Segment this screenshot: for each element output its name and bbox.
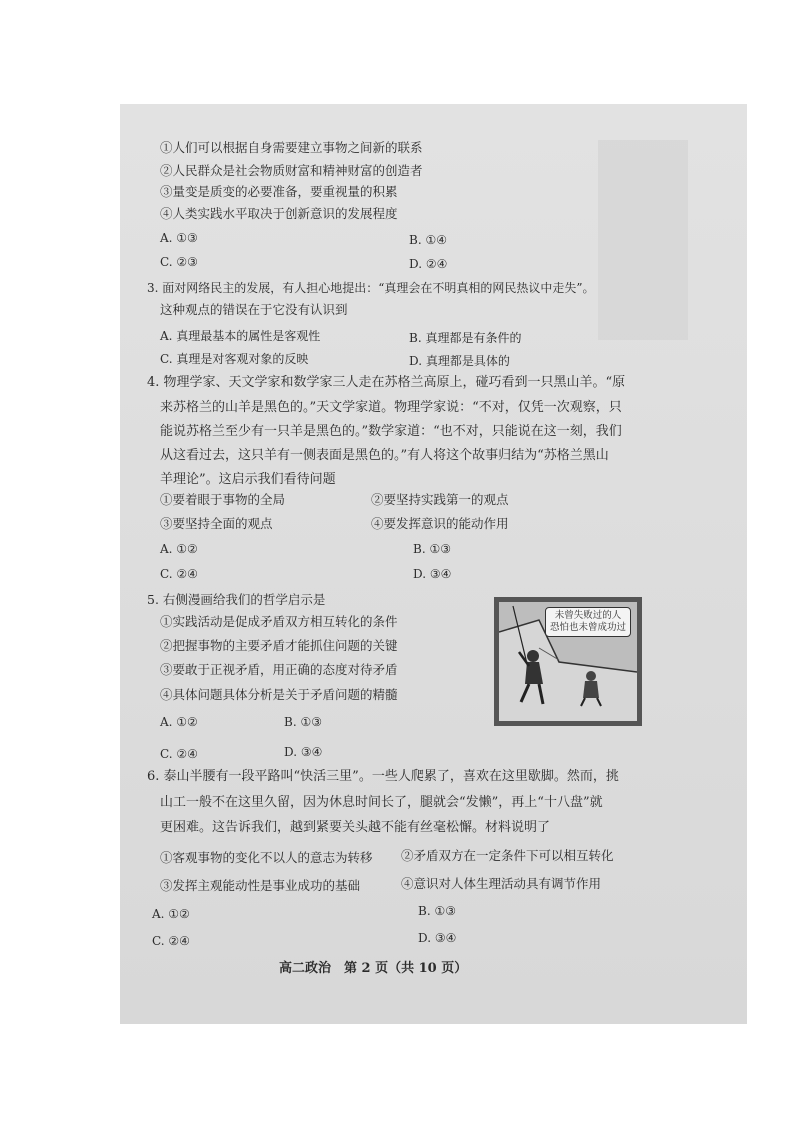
q2-statement-4: ④人类实践水平取决于创新意识的发展程度 bbox=[160, 206, 398, 221]
q5-statement-4: ④具体问题具体分析是关于矛盾问题的精髓 bbox=[160, 687, 398, 702]
q5-statement-3: ③要敢于正视矛盾，用正确的态度对待矛盾 bbox=[160, 662, 398, 677]
q5-statement-1: ①实践活动是促成矛盾双方相互转化的条件 bbox=[160, 614, 398, 629]
q6-stem-line-3: 更困难。这告诉我们，越到紧要关头越不能有丝毫松懈。材料说明了 bbox=[160, 820, 551, 835]
page-footer: 高二政治 第 2 页（共 10 页） bbox=[279, 961, 468, 976]
q5-option-d: D. ③④ bbox=[284, 745, 323, 759]
q6-stem-line-2: 山工一般不在这里久留，因为休息时间长了，腿就会“发懒”，再上“十八盘”就 bbox=[160, 795, 603, 810]
q4-option-d: D. ③④ bbox=[413, 567, 452, 581]
q4-option-c: C. ②④ bbox=[160, 567, 198, 581]
q4-statement-4: ④要发挥意识的能动作用 bbox=[371, 516, 509, 531]
q4-stem-line-4: 从这看过去，这只羊有一侧表面是黑色的。”有人将这个故事归结为“苏格兰黑山 bbox=[160, 448, 609, 463]
q6-stem-line-1: 6. 泰山半腰有一段平路叫“快活三里”。一些人爬累了，喜欢在这里歇脚。然而，挑 bbox=[147, 769, 619, 784]
q2-option-b: B. ①④ bbox=[409, 233, 447, 247]
q3-stem-line-2: 这种观点的错误在于它没有认识到 bbox=[160, 302, 348, 317]
q6-statement-4: ④意识对人体生理活动具有调节作用 bbox=[401, 876, 602, 891]
cartoon-speech-bubble bbox=[545, 607, 631, 637]
q4-stem-line-2: 来苏格兰的山羊是黑色的。”天文学家道。物理学家说：“不对，仅凭一次观察，只 bbox=[160, 400, 622, 415]
q5-option-b: B. ①③ bbox=[284, 715, 322, 729]
q6-statement-3: ③发挥主观能动性是事业成功的基础 bbox=[160, 878, 361, 893]
q3-option-b: B. 真理都是有条件的 bbox=[409, 331, 522, 345]
cartoon-caption-line-1: 未曾失败过的人 bbox=[554, 610, 622, 621]
q4-stem-line-1: 4. 物理学家、天文学家和数学家三人走在苏格兰高原上，碰巧看到一只黑山羊。“原 bbox=[147, 375, 626, 390]
q4-option-b: B. ①③ bbox=[413, 542, 451, 556]
q2-statement-1: ①人们可以根据自身需要建立事物之间新的联系 bbox=[160, 140, 423, 155]
q4-stem-line-3: 能说苏格兰至少有一只羊是黑色的。”数学家道：“也不对，只能说在这一刻，我们 bbox=[160, 424, 622, 439]
climbing-cartoon bbox=[494, 597, 642, 726]
q6-option-c: C. ②④ bbox=[152, 934, 190, 948]
q3-stem-line-1: 3. 面对网络民主的发展，有人担心地提出：“真理会在不明真相的网民热议中走失”。 bbox=[147, 281, 595, 295]
q6-option-d: D. ③④ bbox=[418, 931, 457, 945]
q5-option-a: A. ①② bbox=[160, 715, 198, 729]
q2-statement-2: ②人民群众是社会物质财富和精神财富的创造者 bbox=[160, 163, 423, 178]
q2-option-a: A. ①③ bbox=[160, 231, 198, 245]
q5-stem: 5. 右侧漫画给我们的哲学启示是 bbox=[147, 592, 326, 607]
q5-option-c: C. ②④ bbox=[160, 747, 198, 761]
q4-statement-2: ②要坚持实践第一的观点 bbox=[371, 492, 509, 507]
cartoon-caption-line-2: 恐怕也未曾成功过 bbox=[549, 622, 626, 633]
q4-option-a: A. ①② bbox=[160, 542, 198, 556]
bleed-through-block bbox=[598, 140, 688, 340]
q3-option-d: D. 真理都是具体的 bbox=[409, 354, 510, 368]
q4-stem-line-5: 羊理论”。这启示我们看待问题 bbox=[160, 472, 336, 487]
q6-statement-2: ②矛盾双方在一定条件下可以相互转化 bbox=[401, 848, 614, 863]
q2-option-c: C. ②③ bbox=[160, 255, 198, 269]
q6-option-b: B. ①③ bbox=[418, 904, 456, 918]
q6-statement-1: ①客观事物的变化不以人的意志为转移 bbox=[160, 850, 373, 865]
q3-option-c: C. 真理是对客观对象的反映 bbox=[160, 352, 309, 366]
q3-option-a: A. 真理最基本的属性是客观性 bbox=[160, 329, 321, 343]
q4-statement-3: ③要坚持全面的观点 bbox=[160, 516, 273, 531]
q2-statement-3: ③量变是质变的必要准备，要重视量的积累 bbox=[160, 184, 398, 199]
q2-option-d: D. ②④ bbox=[409, 257, 448, 271]
q5-statement-2: ②把握事物的主要矛盾才能抓住问题的关键 bbox=[160, 638, 398, 653]
q4-statement-1: ①要着眼于事物的全局 bbox=[160, 492, 286, 507]
q6-option-a: A. ①② bbox=[152, 907, 190, 921]
